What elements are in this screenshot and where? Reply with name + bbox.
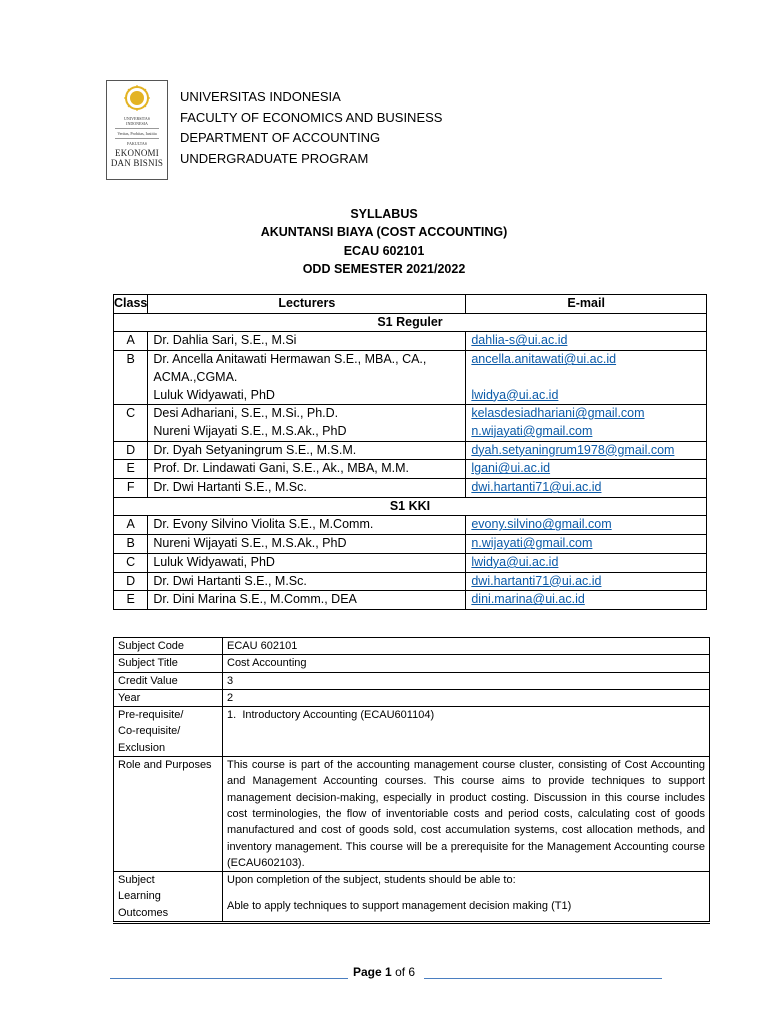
class-cell: A [114, 332, 148, 351]
lecturer-name: Dr. Dini Marina S.E., M.Comm., DEA [153, 592, 357, 607]
lecturer-name: Luluk Widyawati, PhD [153, 554, 275, 569]
table-row [114, 591, 707, 610]
table-row [114, 572, 707, 591]
class-cell: E [114, 591, 148, 610]
year-value: 2 [223, 689, 710, 706]
class-cell: D [114, 441, 148, 460]
table-row [114, 672, 710, 689]
subject-title-value: Cost Accounting [223, 655, 710, 672]
table-row [114, 351, 707, 405]
learning-outcomes-label [114, 872, 223, 923]
subject-code-value: ECAU 602101 [223, 638, 710, 655]
table-row [114, 479, 707, 498]
lecturer-name: Dr. Evony Silvino Violita S.E., M.Comm. [153, 517, 374, 532]
lecturer-name: Dr. Dyah Setyaningrum S.E., M.S.M. [153, 442, 357, 457]
prereq-number: 1. [227, 709, 237, 722]
page-of: of [395, 965, 406, 979]
outcomes-item: Able to apply techniques to support management decision making (T1) [227, 900, 572, 913]
footer-rule-left [110, 978, 348, 979]
email-link[interactable]: n.wijayati@gmail.com [471, 536, 593, 551]
page-footer [110, 965, 662, 985]
lecturers-table [113, 294, 707, 610]
outcomes-label-line: Learning [118, 890, 161, 903]
page-total: 6 [408, 965, 416, 979]
logo-motto: Veritas, Probitas, Iustitia [117, 131, 157, 136]
logo-faculty-line2: DAN BISNIS [110, 158, 164, 168]
footer-rule-right [424, 978, 662, 979]
table-row [114, 757, 710, 872]
table-row [114, 441, 707, 460]
class-cell: E [114, 460, 148, 479]
title-semester: ODD SEMESTER 2021/2022 [302, 261, 466, 276]
lecturer-name: Nureni Wijayati S.E., M.S.Ak., PhD [153, 423, 347, 438]
email-link[interactable]: ancella.anitawati@ui.ac.id [471, 352, 617, 367]
header-university: UNIVERSITAS INDONESIA [180, 89, 341, 104]
page-word: Page [353, 965, 382, 979]
table-row [114, 689, 710, 706]
table-row [114, 460, 707, 479]
header-department: DEPARTMENT OF ACCOUNTING [180, 130, 381, 145]
document-title [0, 205, 768, 278]
group-s1-kki: S1 KKI [114, 497, 707, 516]
class-cell: B [114, 535, 148, 554]
email-link[interactable]: dyah.setyaningrum1978@gmail.com [471, 442, 675, 457]
header-lecturers: Lecturers [148, 295, 466, 314]
university-logo [106, 80, 168, 180]
email-link[interactable]: dini.marina@ui.ac.id [471, 592, 585, 607]
email-link[interactable]: evony.silvino@gmail.com [471, 517, 612, 532]
makara-emblem-icon [124, 85, 150, 111]
table-header-row [114, 295, 707, 314]
email-link[interactable]: dwi.hartanti71@ui.ac.id [471, 480, 602, 495]
role-purposes-label: Role and Purposes [114, 757, 223, 872]
lecturer-name: Nureni Wijayati S.E., M.S.Ak., PhD [153, 536, 347, 551]
outcomes-label-line: Subject [118, 874, 155, 887]
subject-info-table [113, 637, 710, 924]
email-link[interactable]: lwidya@ui.ac.id [471, 554, 559, 569]
table-row [114, 405, 707, 441]
logo-university-line2: INDONESIA [126, 121, 148, 126]
year-label: Year [114, 689, 223, 706]
outcomes-label-line: Outcomes [118, 906, 169, 919]
class-cell: C [114, 405, 148, 441]
table-row [114, 553, 707, 572]
header-class: Class [114, 295, 148, 314]
class-cell: C [114, 553, 148, 572]
table-row [114, 535, 707, 554]
lecturer-name: Dr. Dwi Hartanti S.E., M.Sc. [153, 573, 307, 588]
lecturer-name: Dr. Dahlia Sari, S.E., M.Si [153, 333, 297, 348]
logo-faculty-line1: EKONOMI [115, 148, 159, 158]
title-course-name: AKUNTANSI BIAYA (COST ACCOUNTING) [260, 225, 508, 240]
logo-faculty-small: FAKULTAS [127, 141, 147, 146]
prereq-label-line: Co-requisite/ [118, 725, 181, 738]
lecturer-name: Luluk Widyawati, PhD [153, 387, 275, 402]
group-s1-reguler: S1 Reguler [114, 313, 707, 332]
logo-divider [115, 128, 159, 129]
role-purposes-text: This course is part of the accounting management course cluster, consisting of Cost Accounting and Management Accounting courses. This course aims to provide techniques to support management decision-making, especially in product costing. Discussion in this course includes cost terminologies, the flow of inventoriable costs and period costs, calculating cost of goods manufactured and cost of goods sold, cost accumulation systems, cost allocation methods, and inventory management. This course will be a prerequisite for the Management Accounting course (ECAU602103). [223, 757, 710, 872]
prerequisite-label [114, 707, 223, 757]
table-row [114, 655, 710, 672]
email-link[interactable]: dwi.hartanti71@ui.ac.id [471, 573, 602, 588]
class-cell: A [114, 516, 148, 535]
title-syllabus: SYLLABUS [350, 207, 418, 221]
title-course-code: ECAU 602101 [343, 243, 425, 258]
email-link[interactable]: lgani@ui.ac.id [471, 461, 551, 476]
header-email: E-mail [466, 295, 707, 314]
class-cell: F [114, 479, 148, 498]
outcomes-spacer [227, 888, 705, 898]
page-current: 1 [385, 965, 392, 979]
email-link[interactable]: lwidya@ui.ac.id [471, 387, 559, 402]
institution-header [180, 87, 442, 169]
class-cell: B [114, 351, 148, 405]
prereq-label-line: Pre-requisite/ [118, 709, 184, 722]
lecturer-name: Desi Adhariani, S.E., M.Si., Ph.D. [153, 406, 339, 421]
learning-outcomes-value [223, 872, 710, 923]
credit-value-label: Credit Value [114, 672, 223, 689]
subject-code-label: Subject Code [114, 638, 223, 655]
table-row [114, 332, 707, 351]
lecturer-name: Dr. Dwi Hartanti S.E., M.Sc. [153, 480, 307, 495]
prereq-label-line: Exclusion [118, 741, 166, 754]
outcomes-intro: Upon completion of the subject, students should be able to: [227, 874, 516, 887]
header-faculty: FACULTY OF ECONOMICS AND BUSINESS [180, 109, 443, 125]
table-row [114, 707, 710, 757]
header-program: UNDERGRADUATE PROGRAM [180, 150, 369, 166]
class-cell: D [114, 572, 148, 591]
logo-divider [115, 138, 159, 139]
email-spacer [471, 369, 701, 387]
lecturer-name: Prof. Dr. Lindawati Gani, S.E., Ak., MBA, M.M. [153, 461, 409, 476]
table-row [114, 638, 710, 655]
prerequisite-value [223, 707, 710, 757]
page-number [353, 965, 415, 979]
table-row [114, 872, 710, 923]
credit-value: 3 [223, 672, 710, 689]
email-link[interactable]: kelasdesiadhariani@gmail.com [471, 406, 645, 421]
email-link[interactable]: dahlia-s@ui.ac.id [471, 333, 568, 348]
email-link[interactable]: n.wijayati@gmail.com [471, 423, 593, 438]
prereq-item: Introductory Accounting (ECAU601104) [242, 709, 435, 722]
lecturer-name: Dr. Ancella Anitawati Hermawan S.E., MBA., CA., ACMA.,CGMA. [153, 352, 427, 384]
table-row [114, 516, 707, 535]
subject-title-label: Subject Title [114, 655, 223, 672]
logo-university-line1: UNIVERSITAS [124, 116, 150, 121]
